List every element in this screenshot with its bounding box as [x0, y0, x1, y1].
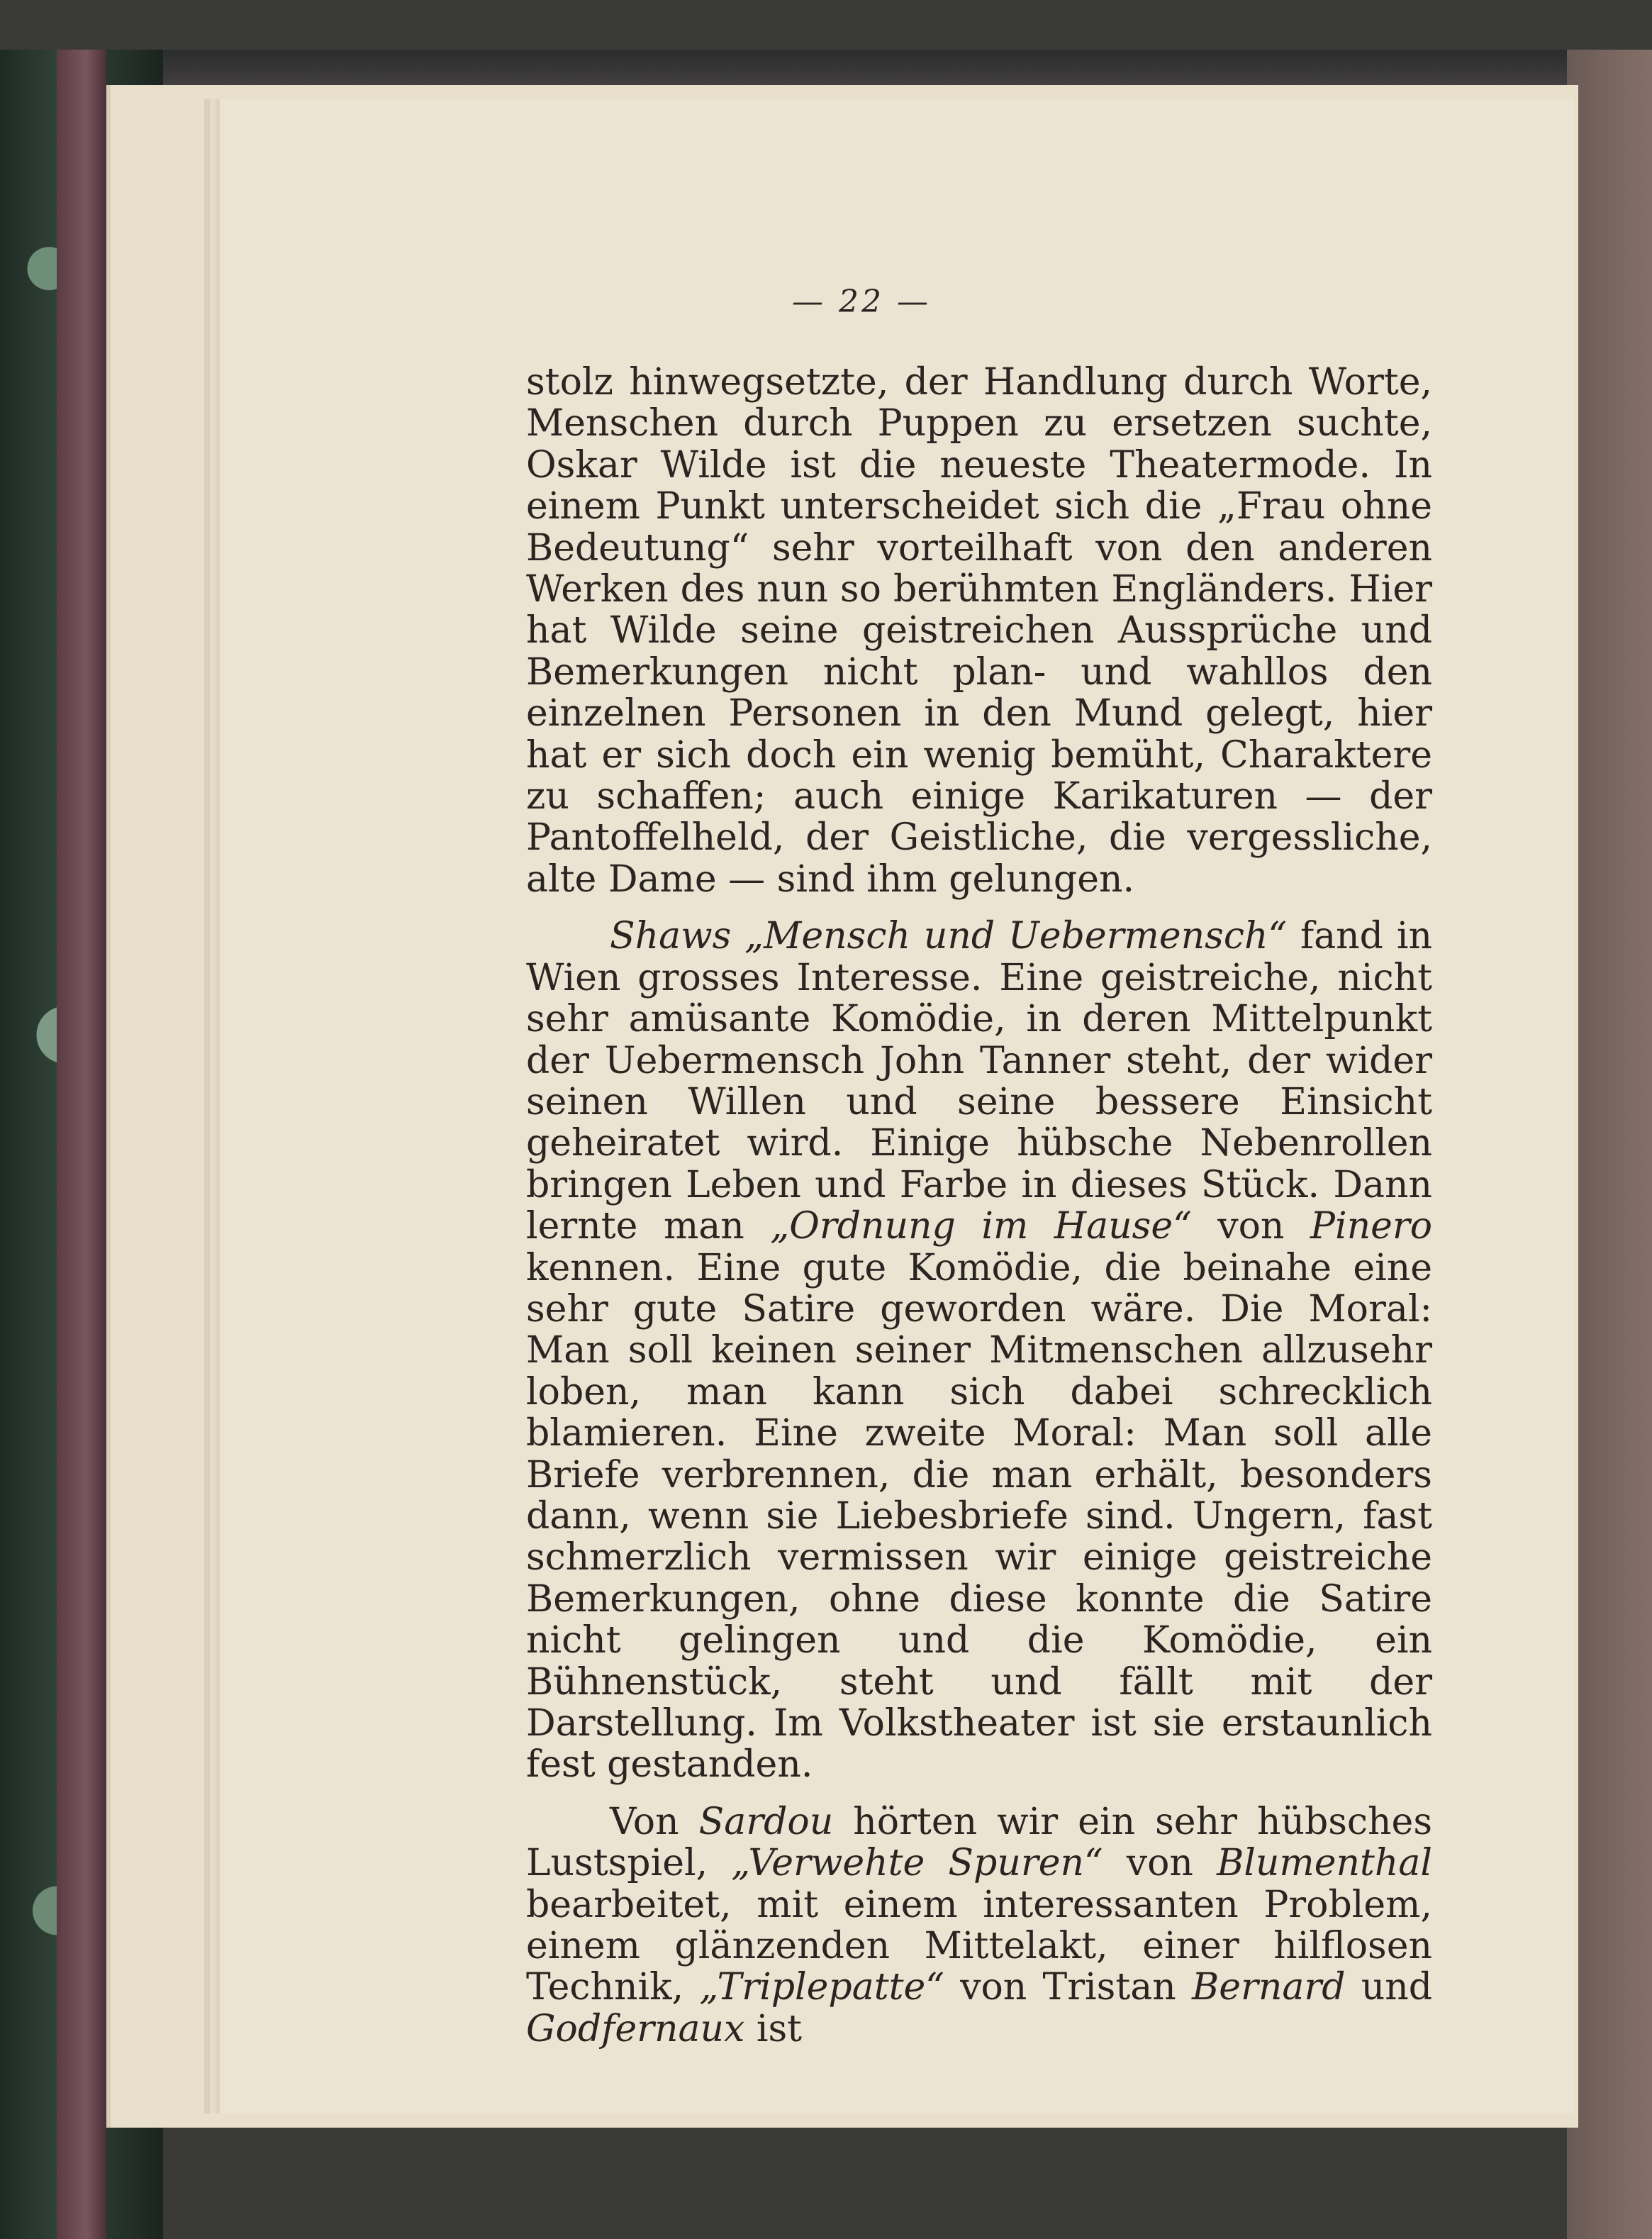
paragraph-segment: Blumenthal — [1217, 1842, 1432, 1885]
paragraph-segment: fand in Wien grosses Interesse. Eine geistreiche, nicht sehr amüsante Komödie, in deren Mittelpunkt der Uebermensch John Tanner steht, der wider seinen Willen und seine bessere Einsicht geheiratet wird. Einige hübsche Nebenrollen bringen Leben und Farbe in dieses Stück. Dann lernte man — [526, 915, 1432, 1248]
paragraph-3 — [526, 1801, 1432, 2050]
paragraph-segment: Pinero — [1310, 1205, 1433, 1248]
paragraph-2 — [526, 916, 1432, 1786]
paragraph-segment: bearbeitet, mit einem interessanten Problem, einem glänzenden Mittelakt, einer hilflosen Technik, — [526, 1883, 1432, 2009]
paragraph-segment: Von — [610, 1800, 699, 1843]
paragraph-segment: Sardou — [698, 1800, 834, 1843]
paragraph-segment: „Ordnung im Hause“ — [770, 1205, 1192, 1248]
paragraph-segment: von — [1103, 1842, 1217, 1885]
paragraph-segment: „Triplepatte“ — [699, 1966, 944, 2009]
paragraph-segment: Bernard — [1192, 1966, 1346, 2009]
paragraph-segment: ist — [744, 2007, 803, 2050]
paragraph-segment: hörten wir ein sehr hübsches Lustspiel, — [526, 1800, 1433, 1885]
paragraph-segment: „Verwehte Spuren“ — [731, 1842, 1103, 1885]
paragraph-segment: und — [1345, 1966, 1432, 2009]
page-text — [526, 362, 1432, 2050]
paragraph-segment: Shaws „Mensch und Uebermensch“ — [610, 915, 1288, 958]
book-spine-edge — [57, 50, 106, 2239]
paragraph-segment: Godfernaux — [526, 2007, 745, 2050]
paragraph-segment: kennen. Eine gute Komödie, die beinahe eine sehr gute Satire geworden wäre. Die Moral: Man soll keinen seiner Mitmenschen allzusehr loben, man kann sich dabei schrecklich blamieren. Eine zweite Moral: Man soll alle Briefe verbrennen, die man erhält, besonders dann, wenn sie Liebesbriefe sind. Ungern, fast schmerzlich vermissen wir einige geistreiche Bemerkungen, ohne diese konnte die Satire nicht gelingen und die Komödie, ein Bühnenstück, steht und fällt mit der Darstellung. Im Volkstheater ist sie erstaunlich fest gestanden. — [526, 1246, 1432, 1787]
paragraph-segment: stolz hinwegsetzte, der Handlung durch Worte, Menschen durch Puppen zu ersetzen suchte, Oskar Wilde ist die neueste Theatermode. In einem Punkt unterscheidet sich die „Frau ohne Bedeutung“ sehr vorteilhaft von den anderen Werken des nun so berühmten Engländers. Hier hat Wilde seine geistreichen Aussprüche und Bemerkungen nicht plan- und wahllos den einzelnen Personen in den Mund gelegt, hier hat er sich doch ein wenig bemüht, Charaktere zu schaffen; auch einige Karikaturen — der Pantoffelheld, der Geistliche, die vergessliche, alte Dame — sind ihm gelungen. — [526, 361, 1432, 901]
paragraph-1 — [526, 362, 1432, 900]
book-cover-right-edge — [1567, 50, 1652, 2239]
paragraph-segment: von — [1191, 1205, 1310, 1248]
page-number: — 22 — — [792, 284, 931, 320]
paragraph-segment: von Tristan — [944, 1966, 1192, 2009]
